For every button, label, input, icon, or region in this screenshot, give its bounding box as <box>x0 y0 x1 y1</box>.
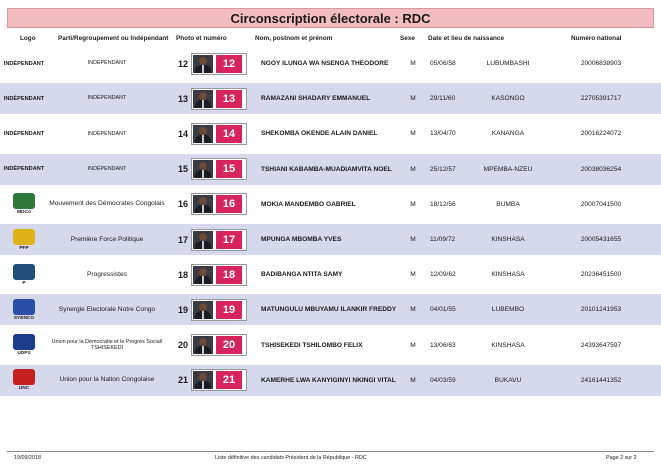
candidate-photo-frame <box>191 53 247 75</box>
candidate-sex: M <box>410 165 416 173</box>
party-label: INDÉPENDANT <box>87 95 127 102</box>
party-label: Mouvement des Démocrates Congolais <box>49 200 165 208</box>
candidate-portrait-icon <box>193 371 213 389</box>
birth-place: LUBUMBASHI <box>486 60 530 67</box>
table-row <box>0 189 661 220</box>
birth-date: 13/04/70 <box>430 130 456 138</box>
candidate-number: 18 <box>177 269 188 280</box>
party-logo-caption: P <box>22 280 26 286</box>
logo-independent-label: INDÉPENDANT <box>3 166 45 173</box>
logo-cell <box>4 259 44 290</box>
footer-caption: Liste définitive des candidats Président de la République - RDC <box>215 455 367 461</box>
national-number: 20007041500 <box>580 200 622 208</box>
candidate-sex: M <box>410 95 416 103</box>
birth-date: 13/06/63 <box>430 341 456 349</box>
table-row <box>0 224 661 255</box>
party-logo-caption: MDCo <box>17 210 31 216</box>
candidate-sex: M <box>410 341 416 349</box>
candidate-portrait-icon <box>193 301 213 319</box>
candidate-number: 15 <box>177 164 188 175</box>
table-row <box>0 48 661 79</box>
logo-cell <box>4 365 44 396</box>
candidate-photo-frame <box>191 193 247 215</box>
table-row <box>0 83 661 114</box>
candidate-name: RAMAZANI SHADARY EMMANUEL <box>261 95 371 103</box>
footer-date: 19/09/2018 <box>14 455 41 461</box>
national-number: 20005431655 <box>580 236 622 243</box>
candidate-name: BADIBANGA NTITA SAMY <box>261 271 343 279</box>
header-sex: Sexe <box>400 35 415 42</box>
candidate-name: MOKIA MANDEMBO GABRIEL <box>261 200 356 208</box>
header-party: Parti/Regroupement ou Indépendant <box>58 35 169 42</box>
candidate-number-badge: 14 <box>216 125 242 143</box>
page-title: Circonscription électorale : RDC <box>7 8 654 28</box>
photo-cell <box>191 48 247 79</box>
party-logo-caption: UNC <box>18 386 30 392</box>
candidate-number-badge: 15 <box>216 160 242 178</box>
candidate-portrait-icon <box>193 55 213 73</box>
party-name <box>48 365 166 396</box>
candidate-number: 19 <box>177 304 188 315</box>
candidate-name: SHEKOMBA OKENDE ALAIN DANIEL <box>261 130 378 138</box>
logo-cell <box>4 189 44 220</box>
header-national-number: Numéro national <box>571 35 622 42</box>
party-name <box>48 330 166 361</box>
candidate-photo-frame <box>191 229 247 251</box>
candidate-sex: M <box>410 236 416 243</box>
candidate-photo-frame <box>191 299 247 321</box>
table-row <box>0 365 661 396</box>
candidate-photo-frame <box>191 158 247 180</box>
logo-cell <box>4 224 44 255</box>
party-logo-caption: UDPS <box>17 351 31 357</box>
candidate-number-badge: 16 <box>216 195 242 213</box>
photo-cell <box>191 330 247 361</box>
birth-place: BUMBA <box>496 200 520 208</box>
party-logo-icon <box>13 264 35 280</box>
birth-place: KANANGA <box>491 130 525 138</box>
party-logo-icon <box>13 193 35 209</box>
logo-cell <box>4 154 44 185</box>
candidate-number-badge: 12 <box>216 55 242 73</box>
birth-place: KINSHASA <box>491 236 525 243</box>
candidate-photo-frame <box>191 264 247 286</box>
candidate-portrait-icon <box>193 195 213 213</box>
national-number: 20236451500 <box>580 271 622 279</box>
candidate-portrait-icon <box>193 266 213 284</box>
candidate-portrait-icon <box>193 90 213 108</box>
party-logo-icon <box>13 334 35 350</box>
candidate-portrait-icon <box>193 231 213 249</box>
national-number: 20016224072 <box>580 130 622 138</box>
candidate-name: MPUNGA MBOMBA YVES <box>261 236 342 243</box>
candidate-name: KAMERHE LWA KANYIGINYI NKINGI VITAL <box>261 376 396 384</box>
party-name <box>48 118 166 149</box>
candidate-number-badge: 21 <box>216 371 242 389</box>
candidate-number-badge: 20 <box>216 336 242 354</box>
party-logo-caption: SYENCO <box>13 315 35 321</box>
candidate-number-badge: 19 <box>216 301 242 319</box>
header-photo: Photo et numéro <box>176 35 227 42</box>
candidate-number: 20 <box>177 340 188 351</box>
party-label: Progressistes <box>87 270 127 278</box>
birth-place: BUKAVU <box>494 376 522 384</box>
table-row <box>0 294 661 325</box>
party-label: Union pour la Démocratie et le Progrès Social/ TSHISEKEDI <box>51 338 163 352</box>
candidate-photo-frame <box>191 123 247 145</box>
logo-independent-label: INDÉPENDANT <box>3 95 45 102</box>
party-logo-icon <box>13 299 35 315</box>
logo-cell <box>4 330 44 361</box>
candidate-name: TSHIANI KABAMBA-MUADIAMVITA NOEL <box>261 165 392 173</box>
party-label: INDÉPENDANT <box>87 60 127 67</box>
birth-date: 18/12/56 <box>430 200 456 208</box>
birth-date: 29/11/60 <box>430 95 456 103</box>
party-name <box>48 224 166 255</box>
national-number: 24161441352 <box>580 376 622 384</box>
photo-cell <box>191 83 247 114</box>
national-number: 20101241953 <box>580 306 622 314</box>
candidate-portrait-icon <box>193 160 213 178</box>
birth-place: KINSHASA <box>491 341 525 349</box>
header-logo: Logo <box>20 35 36 42</box>
party-label: Union pour la Nation Congolaise <box>59 376 155 384</box>
candidate-number: 14 <box>177 128 188 139</box>
national-number: 22705391717 <box>580 95 622 103</box>
candidate-portrait-icon <box>193 125 213 143</box>
birth-date: 12/09/62 <box>430 271 456 279</box>
photo-cell <box>191 118 247 149</box>
national-number: 20006838903 <box>580 60 622 67</box>
table-row <box>0 259 661 290</box>
party-logo-icon <box>13 369 35 385</box>
birth-date: 11/09/72 <box>430 236 456 243</box>
candidate-sex: M <box>410 60 416 67</box>
logo-cell <box>4 48 44 79</box>
candidate-number: 12 <box>177 58 188 69</box>
birth-place: MPEMBA-NZEU <box>483 165 533 173</box>
logo-cell <box>4 294 44 325</box>
birth-place: KASONGO <box>491 95 525 103</box>
party-logo-caption: PFP <box>19 245 29 251</box>
candidate-number-badge: 18 <box>216 266 242 284</box>
table-row <box>0 330 661 361</box>
birth-date: 05/06/58 <box>430 60 456 67</box>
candidate-number-badge: 17 <box>216 231 242 249</box>
candidate-number-badge: 13 <box>216 90 242 108</box>
candidate-sex: M <box>410 306 416 314</box>
candidate-sex: M <box>410 200 416 208</box>
table-row <box>0 118 661 149</box>
party-name <box>48 189 166 220</box>
party-logo-icon <box>13 229 35 245</box>
party-label: INDÉPENDANT <box>87 165 127 172</box>
candidate-photo-frame <box>191 88 247 110</box>
candidate-photo-frame <box>191 369 247 391</box>
header-name: Nom, postnom et prénom <box>255 35 333 42</box>
candidate-number: 17 <box>177 234 188 245</box>
photo-cell <box>191 259 247 290</box>
photo-cell <box>191 294 247 325</box>
birth-place: KINSHASA <box>491 271 525 279</box>
party-label: Synergie Electorale Notre Congo <box>58 305 156 313</box>
photo-cell <box>191 224 247 255</box>
birth-date: 04/03/59 <box>430 376 456 384</box>
candidate-name: NGOY ILUNGA WA NSENGA THEODORE <box>261 60 389 67</box>
party-name <box>48 259 166 290</box>
candidate-number: 21 <box>177 375 188 386</box>
party-label: Première Force Politique <box>70 235 144 243</box>
candidate-photo-frame <box>191 334 247 356</box>
birth-place: LUBEMBO <box>491 306 525 314</box>
logo-cell <box>4 118 44 149</box>
candidate-sex: M <box>410 376 416 384</box>
footer-divider <box>7 451 654 452</box>
party-name <box>48 48 166 79</box>
footer-page: Page 2 sur 2 <box>606 455 637 461</box>
party-name <box>48 294 166 325</box>
candidate-name: MATUNGULU MBUYAMU ILANKIR FREDDY <box>261 306 397 314</box>
table-header <box>0 33 661 45</box>
birth-date: 04/01/55 <box>430 306 456 314</box>
table-row <box>0 154 661 185</box>
logo-cell <box>4 83 44 114</box>
candidate-sex: M <box>410 271 416 279</box>
logo-independent-label: INDÉPENDANT <box>3 60 45 67</box>
header-birth: Date et lieu de naissance <box>428 35 505 42</box>
photo-cell <box>191 365 247 396</box>
party-label: INDÉPENDANT <box>87 130 127 137</box>
candidate-name: TSHISEKEDI TSHILOMBO FELIX <box>261 341 363 349</box>
photo-cell <box>191 189 247 220</box>
photo-cell <box>191 154 247 185</box>
party-name <box>48 154 166 185</box>
candidate-number: 13 <box>177 93 188 104</box>
birth-date: 25/12/57 <box>430 165 456 173</box>
national-number: 20038036254 <box>580 165 622 173</box>
logo-independent-label: INDÉPENDANT <box>3 130 45 137</box>
candidate-sex: M <box>410 130 416 138</box>
national-number: 24393647597 <box>580 341 622 349</box>
party-name <box>48 83 166 114</box>
candidate-portrait-icon <box>193 336 213 354</box>
candidate-number: 16 <box>177 199 188 210</box>
